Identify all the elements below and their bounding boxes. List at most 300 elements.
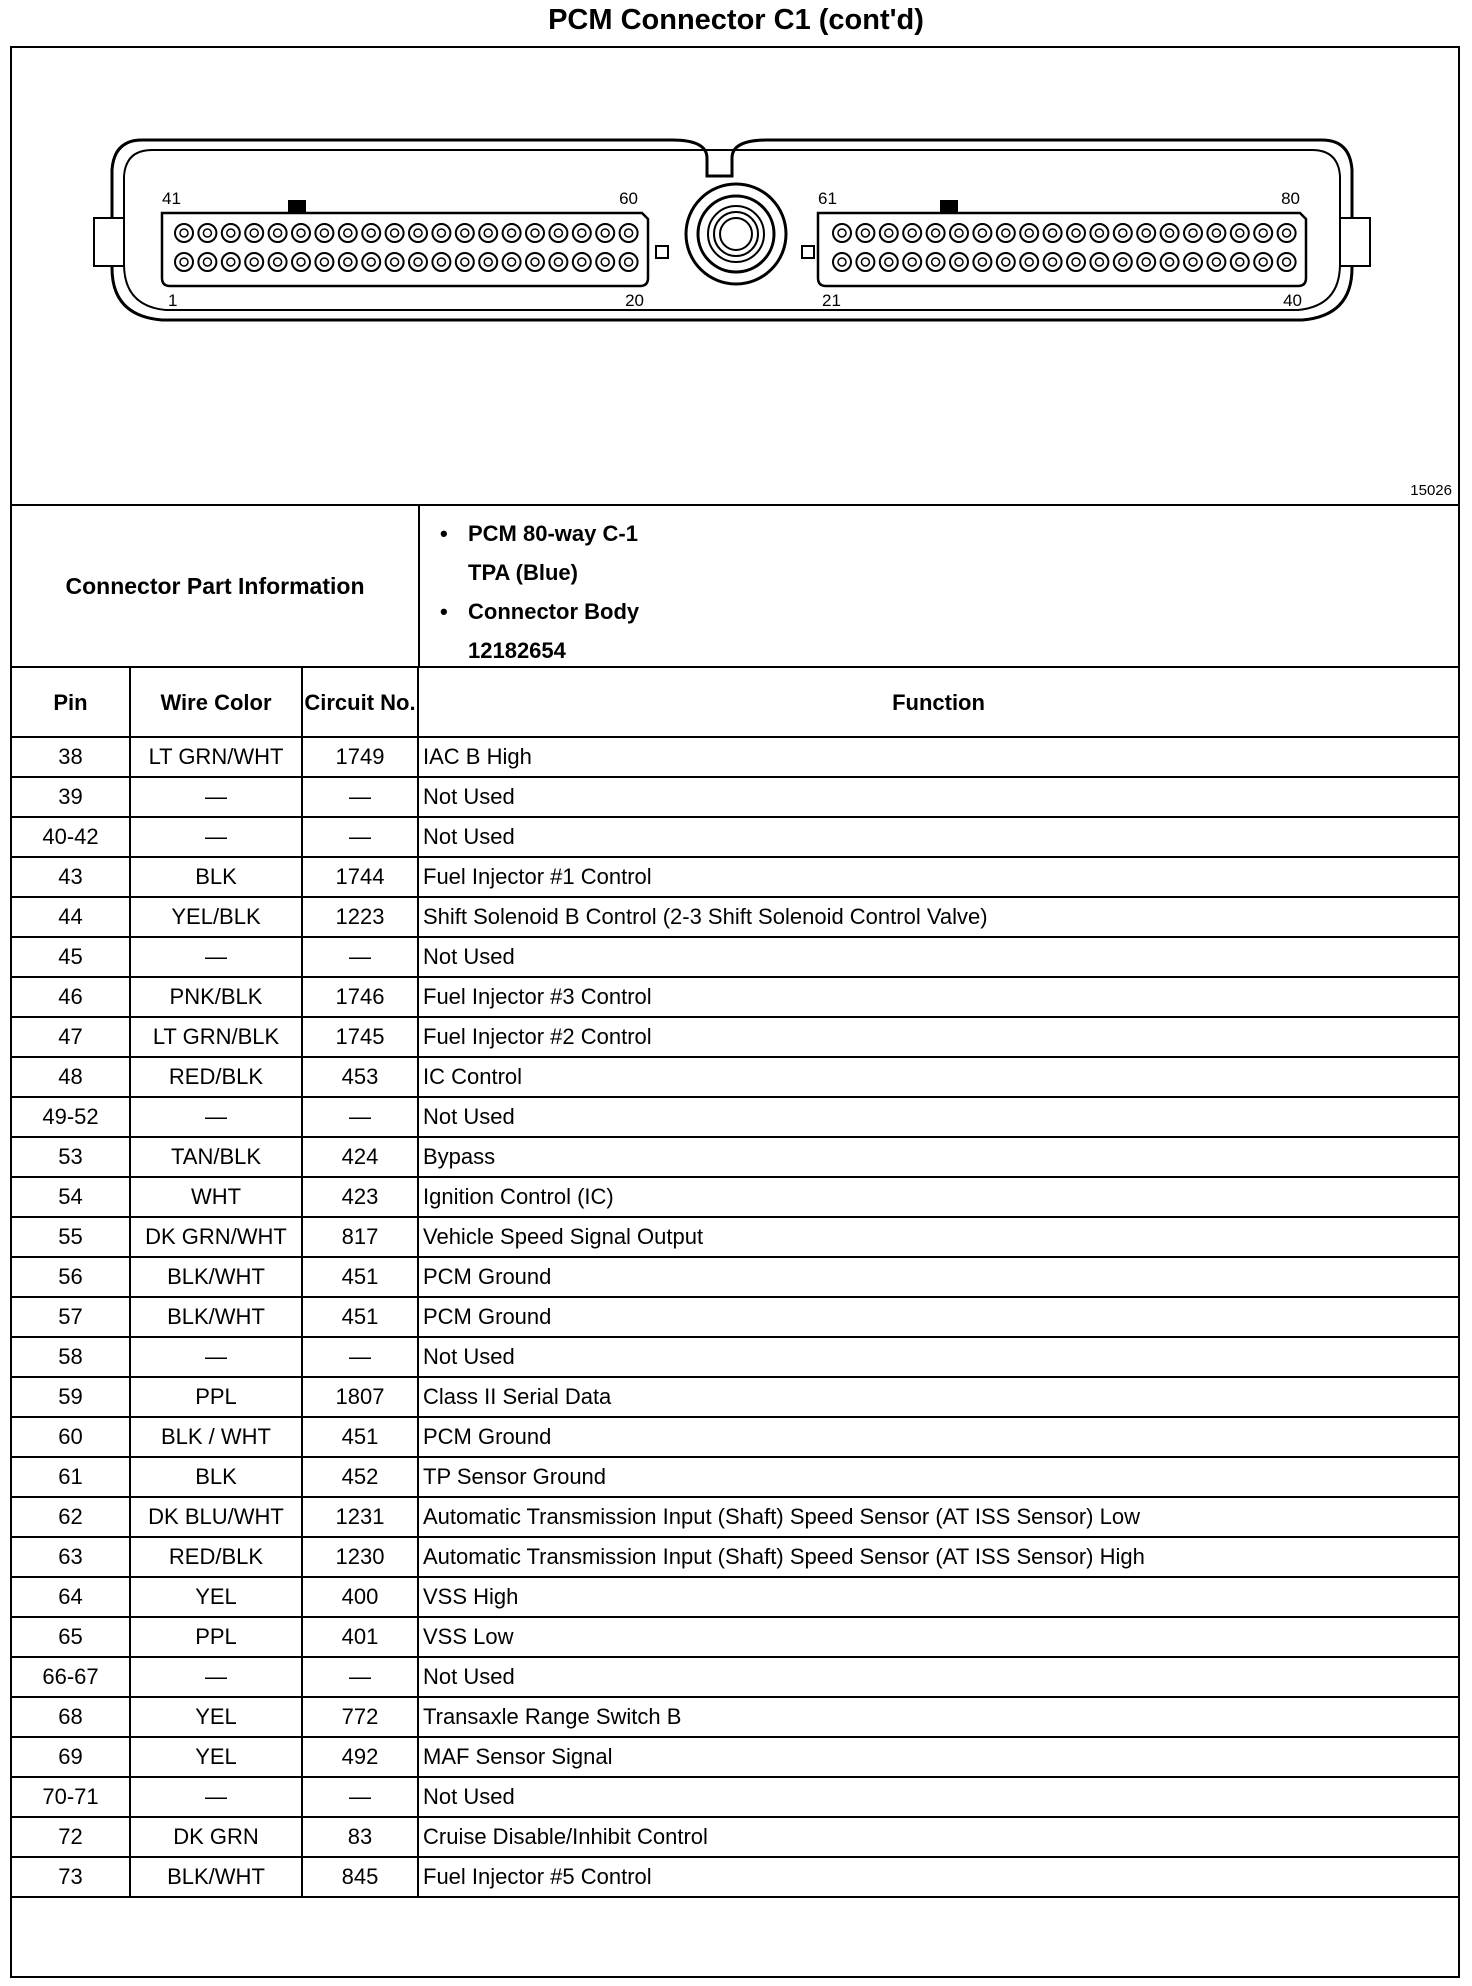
- pin-terminal: [344, 229, 352, 237]
- pin-terminal: [601, 229, 609, 237]
- cell-wire-color: PPL: [130, 1377, 302, 1417]
- part-item: • PCM 80-way C-1: [440, 521, 638, 546]
- cell-pin: 60: [12, 1417, 130, 1457]
- cell-pin: 59: [12, 1377, 130, 1417]
- pin-terminal: [531, 229, 539, 237]
- cell-pin: 70-71: [12, 1777, 130, 1817]
- pin-cavity: [362, 224, 380, 242]
- cell-circuit: 1749: [302, 737, 418, 777]
- cell-wire-color: BLK/WHT: [130, 1257, 302, 1297]
- pin-terminal: [885, 258, 893, 266]
- table-row: [12, 1457, 1458, 1497]
- cell-circuit: 1230: [302, 1537, 418, 1577]
- cell-wire-color: YEL: [130, 1737, 302, 1777]
- cell-pin: 64: [12, 1577, 130, 1617]
- cell-function: VSS Low: [418, 1617, 1458, 1657]
- pin-terminal: [1166, 258, 1174, 266]
- cell-circuit: —: [302, 1777, 418, 1817]
- table-row: [12, 1617, 1458, 1657]
- cell-function: Fuel Injector #2 Control: [418, 1017, 1458, 1057]
- cell-circuit: 452: [302, 1457, 418, 1497]
- pin-terminal: [1095, 258, 1103, 266]
- pin-terminal: [367, 258, 375, 266]
- cell-circuit: 1745: [302, 1017, 418, 1057]
- pin-label-20: 20: [625, 291, 644, 310]
- cell-circuit: 451: [302, 1417, 418, 1457]
- cell-function: Not Used: [418, 1777, 1458, 1817]
- table-row: [12, 1697, 1458, 1737]
- table-row: [12, 1057, 1458, 1097]
- pin-terminal: [1095, 229, 1103, 237]
- part-item: 12182654: [468, 638, 566, 663]
- pin-cavity: [1044, 253, 1062, 271]
- pin-cavity: [973, 224, 991, 242]
- pin-cavity: [339, 253, 357, 271]
- pin-cavity: [856, 224, 874, 242]
- pin-label-80: 80: [1281, 189, 1300, 208]
- cell-function: Vehicle Speed Signal Output: [418, 1217, 1458, 1257]
- pin-terminal: [274, 258, 282, 266]
- pin-terminal: [978, 258, 986, 266]
- cell-pin: 43: [12, 857, 130, 897]
- pin-terminal: [578, 258, 586, 266]
- pin-cavity: [573, 224, 591, 242]
- cell-circuit: —: [302, 817, 418, 857]
- cell-pin: 44: [12, 897, 130, 937]
- table-row: [12, 1017, 1458, 1057]
- pin-cavity: [1090, 224, 1108, 242]
- cell-circuit: 453: [302, 1057, 418, 1097]
- cell-function: Not Used: [418, 1337, 1458, 1377]
- cell-wire-color: YEL: [130, 1577, 302, 1617]
- table-row: [12, 1137, 1458, 1177]
- pin-cavity: [362, 253, 380, 271]
- pin-cavity: [432, 224, 450, 242]
- table-row: [12, 1737, 1458, 1777]
- cell-wire-color: —: [130, 1657, 302, 1697]
- pin-cavity: [1161, 253, 1179, 271]
- pin-cavity: [1161, 224, 1179, 242]
- cell-wire-color: BLK: [130, 1457, 302, 1497]
- table-row: [12, 937, 1458, 977]
- pin-cavity: [1184, 253, 1202, 271]
- pin-cavity: [315, 253, 333, 271]
- cell-circuit: 451: [302, 1257, 418, 1297]
- pin-cavity: [1254, 253, 1272, 271]
- pin-cavity: [1231, 224, 1249, 242]
- pin-terminal: [955, 258, 963, 266]
- table-row: [12, 1657, 1458, 1697]
- pin-terminal: [1236, 258, 1244, 266]
- cell-pin: 45: [12, 937, 130, 977]
- pin-terminal: [508, 229, 516, 237]
- cell-circuit: —: [302, 777, 418, 817]
- pin-cavity: [1137, 224, 1155, 242]
- connector-part-list: [440, 514, 639, 670]
- cell-function: IAC B High: [418, 737, 1458, 777]
- pin-cavity: [198, 224, 216, 242]
- pin-cavity: [927, 224, 945, 242]
- cell-function: Class II Serial Data: [418, 1377, 1458, 1417]
- pin-terminal: [1189, 258, 1197, 266]
- pin-terminal: [508, 258, 516, 266]
- pin-cavity: [973, 253, 991, 271]
- pin-cavity: [292, 224, 310, 242]
- pin-cavity: [549, 224, 567, 242]
- cell-circuit: 400: [302, 1577, 418, 1617]
- pin-terminal: [320, 229, 328, 237]
- cell-wire-color: —: [130, 1777, 302, 1817]
- left-key: [288, 200, 306, 213]
- cell-circuit: 772: [302, 1697, 418, 1737]
- cell-wire-color: DK BLU/WHT: [130, 1497, 302, 1537]
- cell-pin: 61: [12, 1457, 130, 1497]
- pin-cavity: [1137, 253, 1155, 271]
- cell-function: Ignition Control (IC): [418, 1177, 1458, 1217]
- table-row: [12, 1297, 1458, 1337]
- cell-pin: 58: [12, 1337, 130, 1377]
- pin-terminal: [1072, 258, 1080, 266]
- pin-terminal: [1002, 229, 1010, 237]
- pin-cavity: [526, 224, 544, 242]
- pin-terminal: [180, 258, 188, 266]
- pin-terminal: [554, 229, 562, 237]
- table-row: [12, 1777, 1458, 1817]
- pin-terminal: [978, 229, 986, 237]
- pin-terminal: [1049, 258, 1057, 266]
- pin-terminal: [1025, 258, 1033, 266]
- part-item: • Connector Body: [440, 599, 640, 624]
- pin-terminal: [908, 229, 916, 237]
- cell-circuit: 83: [302, 1817, 418, 1857]
- cell-wire-color: DK GRN: [130, 1817, 302, 1857]
- pin-cavity: [1020, 253, 1038, 271]
- cell-circuit: 451: [302, 1297, 418, 1337]
- pin-cavity: [526, 253, 544, 271]
- pin-terminal: [391, 258, 399, 266]
- pin-cavity: [339, 224, 357, 242]
- left-latch: [656, 246, 668, 258]
- cell-wire-color: BLK/WHT: [130, 1857, 302, 1897]
- cell-circuit: 845: [302, 1857, 418, 1897]
- pin-terminal: [1283, 258, 1291, 266]
- pin-cavity: [1067, 253, 1085, 271]
- pin-terminal: [1072, 229, 1080, 237]
- header-wire-color: Wire Color: [130, 668, 302, 737]
- header-circuit: Circuit No.: [302, 668, 418, 737]
- pin-cavity: [833, 253, 851, 271]
- pin-cavity: [620, 253, 638, 271]
- cell-function: PCM Ground: [418, 1257, 1458, 1297]
- pin-cavity: [456, 253, 474, 271]
- cell-wire-color: WHT: [130, 1177, 302, 1217]
- cell-circuit: 423: [302, 1177, 418, 1217]
- cell-function: PCM Ground: [418, 1297, 1458, 1337]
- cell-function: IC Control: [418, 1057, 1458, 1097]
- pin-cavity: [1114, 253, 1132, 271]
- pin-terminal: [908, 258, 916, 266]
- pin-cavity: [386, 253, 404, 271]
- cell-pin: 40-42: [12, 817, 130, 857]
- cell-wire-color: —: [130, 1337, 302, 1377]
- cell-wire-color: DK GRN/WHT: [130, 1217, 302, 1257]
- pin-cavity: [880, 224, 898, 242]
- pin-terminal: [227, 229, 235, 237]
- pin-cavity: [1278, 253, 1296, 271]
- pin-terminal: [1212, 258, 1220, 266]
- pin-cavity: [222, 224, 240, 242]
- pin-cavity: [292, 253, 310, 271]
- pin-terminal: [838, 229, 846, 237]
- pin-cavity: [269, 224, 287, 242]
- cell-circuit: 1807: [302, 1377, 418, 1417]
- pin-cavity: [1207, 253, 1225, 271]
- pin-cavity: [1278, 224, 1296, 242]
- pin-cavity: [833, 224, 851, 242]
- pin-terminal: [885, 229, 893, 237]
- cell-circuit: 1746: [302, 977, 418, 1017]
- pin-terminal: [1142, 229, 1150, 237]
- pin-cavity: [1207, 224, 1225, 242]
- cell-function: Bypass: [418, 1137, 1458, 1177]
- cell-wire-color: YEL/BLK: [130, 897, 302, 937]
- cell-function: Fuel Injector #1 Control: [418, 857, 1458, 897]
- table-row: [12, 1537, 1458, 1577]
- pin-cavity: [856, 253, 874, 271]
- pin-terminal: [414, 258, 422, 266]
- cell-function: Shift Solenoid B Control (2-3 Shift Solenoid Control Valve): [418, 897, 1458, 937]
- connector-part-info: [12, 506, 1458, 668]
- pin-cavity: [880, 253, 898, 271]
- right-key: [940, 200, 958, 213]
- pin-cavity: [573, 253, 591, 271]
- pin-terminal: [1236, 229, 1244, 237]
- pin-terminal: [367, 229, 375, 237]
- pin-terminal: [250, 229, 258, 237]
- cell-wire-color: BLK / WHT: [130, 1417, 302, 1457]
- pin-cavity: [175, 224, 193, 242]
- cell-wire-color: —: [130, 777, 302, 817]
- cell-pin: 46: [12, 977, 130, 1017]
- cell-pin: 53: [12, 1137, 130, 1177]
- cell-wire-color: —: [130, 817, 302, 857]
- pin-cavity: [456, 224, 474, 242]
- pin-cavity: [950, 224, 968, 242]
- cell-pin: 72: [12, 1817, 130, 1857]
- pin-cavity: [479, 224, 497, 242]
- pin-cavity: [549, 253, 567, 271]
- pin-terminal: [484, 258, 492, 266]
- connector-sheet: [10, 46, 1460, 1978]
- pin-terminal: [344, 258, 352, 266]
- pin-terminal: [203, 229, 211, 237]
- pin-cavity: [927, 253, 945, 271]
- table-row: [12, 897, 1458, 937]
- pin-terminal: [1166, 229, 1174, 237]
- pin-terminal: [554, 258, 562, 266]
- pin-cavity: [997, 224, 1015, 242]
- cell-circuit: —: [302, 1337, 418, 1377]
- figure-id: 15026: [1410, 482, 1452, 499]
- center-bolt: [686, 184, 786, 284]
- pin-terminal: [391, 229, 399, 237]
- table-row: [12, 1577, 1458, 1617]
- pin-terminal: [297, 229, 305, 237]
- cell-wire-color: LT GRN/WHT: [130, 737, 302, 777]
- table-row: [12, 1377, 1458, 1417]
- pin-terminal: [932, 258, 940, 266]
- pin-cavity: [1184, 224, 1202, 242]
- pin-terminal: [625, 229, 633, 237]
- cell-function: PCM Ground: [418, 1417, 1458, 1457]
- cell-pin: 73: [12, 1857, 130, 1897]
- table-row: [12, 737, 1458, 777]
- table-row: [12, 1817, 1458, 1857]
- pin-cavity: [245, 253, 263, 271]
- cell-pin: 68: [12, 1697, 130, 1737]
- pin-terminal: [601, 258, 609, 266]
- pin-terminal: [1119, 258, 1127, 266]
- cell-circuit: —: [302, 1657, 418, 1697]
- table-row: [12, 1497, 1458, 1537]
- pin-terminal: [250, 258, 258, 266]
- cell-function: Not Used: [418, 1657, 1458, 1697]
- pin-terminal: [838, 258, 846, 266]
- cell-pin: 38: [12, 737, 130, 777]
- pin-cavity: [1020, 224, 1038, 242]
- cell-circuit: 401: [302, 1617, 418, 1657]
- pin-label-61: 61: [818, 189, 837, 208]
- pin-cavity: [903, 253, 921, 271]
- pin-terminal: [1259, 258, 1267, 266]
- pin-cavity: [315, 224, 333, 242]
- cell-circuit: 1231: [302, 1497, 418, 1537]
- pin-cavity: [1090, 253, 1108, 271]
- cell-wire-color: BLK: [130, 857, 302, 897]
- pin-terminal: [461, 229, 469, 237]
- cell-wire-color: YEL: [130, 1697, 302, 1737]
- cell-function: Automatic Transmission Input (Shaft) Speed Sensor (AT ISS Sensor) High: [418, 1537, 1458, 1577]
- pin-cavity: [175, 253, 193, 271]
- pin-cavity: [222, 253, 240, 271]
- page-title: PCM Connector C1 (cont'd): [548, 4, 924, 36]
- pin-terminal: [1025, 229, 1033, 237]
- pin-terminal: [1002, 258, 1010, 266]
- right-clip: [1340, 218, 1370, 266]
- cell-pin: 55: [12, 1217, 130, 1257]
- pin-cavity: [1254, 224, 1272, 242]
- pin-terminal: [274, 229, 282, 237]
- pin-terminal: [578, 229, 586, 237]
- pin-cavity: [432, 253, 450, 271]
- cell-pin: 69: [12, 1737, 130, 1777]
- cell-function: Not Used: [418, 937, 1458, 977]
- connector-diagram: [12, 48, 1458, 506]
- pin-cavity: [620, 224, 638, 242]
- cell-wire-color: PNK/BLK: [130, 977, 302, 1017]
- table-row: [12, 1257, 1458, 1297]
- connector-drawing: [12, 48, 1458, 504]
- pin-terminal: [1283, 229, 1291, 237]
- cell-wire-color: —: [130, 1097, 302, 1137]
- pin-terminal: [932, 229, 940, 237]
- cell-function: VSS High: [418, 1577, 1458, 1617]
- pin-cavity: [997, 253, 1015, 271]
- pin-terminal: [531, 258, 539, 266]
- cell-circuit: —: [302, 937, 418, 977]
- pin-terminal: [1259, 229, 1267, 237]
- table-row: [12, 857, 1458, 897]
- cell-function: TP Sensor Ground: [418, 1457, 1458, 1497]
- cell-pin: 63: [12, 1537, 130, 1577]
- pin-terminal: [1119, 229, 1127, 237]
- cell-function: MAF Sensor Signal: [418, 1737, 1458, 1777]
- pin-label-60: 60: [619, 189, 638, 208]
- pin-cavity: [409, 224, 427, 242]
- table-row: [12, 1417, 1458, 1457]
- table-row: [12, 1337, 1458, 1377]
- cell-circuit: 1744: [302, 857, 418, 897]
- pin-cavity: [386, 224, 404, 242]
- pin-cavity: [1231, 253, 1249, 271]
- cell-circuit: —: [302, 1097, 418, 1137]
- pin-terminal: [227, 258, 235, 266]
- cell-function: Automatic Transmission Input (Shaft) Speed Sensor (AT ISS Sensor) Low: [418, 1497, 1458, 1537]
- cell-circuit: 817: [302, 1217, 418, 1257]
- pin-terminal: [203, 258, 211, 266]
- pin-cavity: [596, 253, 614, 271]
- part-item: TPA (Blue): [468, 560, 578, 585]
- table-header-row: [12, 668, 1458, 737]
- cell-wire-color: RED/BLK: [130, 1537, 302, 1577]
- cell-pin: 49-52: [12, 1097, 130, 1137]
- pin-cavity: [409, 253, 427, 271]
- cell-pin: 48: [12, 1057, 130, 1097]
- pin-terminal: [861, 258, 869, 266]
- cell-function: Not Used: [418, 1097, 1458, 1137]
- header-function: Function: [418, 668, 1458, 737]
- cell-pin: 54: [12, 1177, 130, 1217]
- table-row: [12, 1857, 1458, 1897]
- pin-cavity: [950, 253, 968, 271]
- pin-terminal: [320, 258, 328, 266]
- table-row: [12, 1097, 1458, 1137]
- cell-pin: 57: [12, 1297, 130, 1337]
- pin-terminal: [861, 229, 869, 237]
- pin-cavity: [503, 253, 521, 271]
- pin-label-40: 40: [1283, 291, 1302, 310]
- cell-pin: 66-67: [12, 1657, 130, 1697]
- pin-terminal: [955, 229, 963, 237]
- cell-wire-color: —: [130, 937, 302, 977]
- cell-pin: 47: [12, 1017, 130, 1057]
- table-row: [12, 1177, 1458, 1217]
- pin-table: [12, 668, 1458, 1898]
- pin-cavity: [479, 253, 497, 271]
- left-clip: [94, 218, 124, 266]
- pin-terminal: [1212, 229, 1220, 237]
- header-pin: Pin: [12, 668, 130, 737]
- pin-terminal: [414, 229, 422, 237]
- cell-wire-color: LT GRN/BLK: [130, 1017, 302, 1057]
- pin-terminal: [1142, 258, 1150, 266]
- pin-cavity: [269, 253, 287, 271]
- pin-terminal: [1189, 229, 1197, 237]
- cell-function: Not Used: [418, 817, 1458, 857]
- pin-terminal: [461, 258, 469, 266]
- pin-terminal: [180, 229, 188, 237]
- connector-part-info-label: Connector Part Information: [12, 506, 420, 666]
